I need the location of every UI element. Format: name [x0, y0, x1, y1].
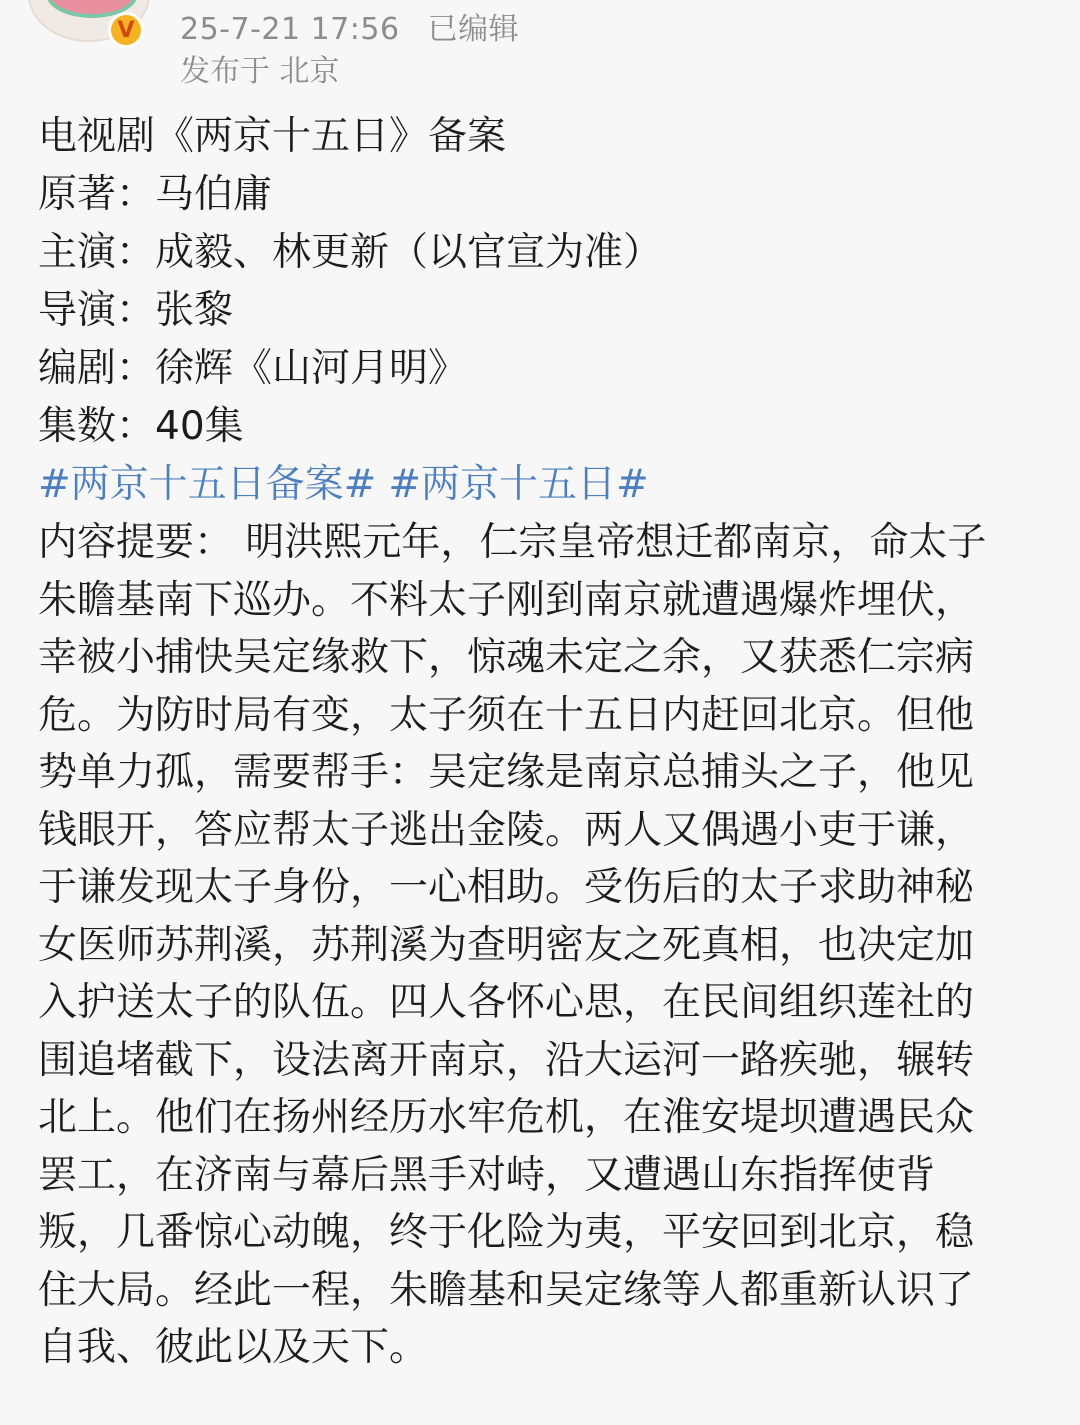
field-label: 导演： — [38, 288, 156, 333]
field-original-author — [38, 166, 1048, 224]
hashtag-link[interactable]: #两京十五日备案# — [38, 462, 377, 507]
post-location: 发布于 北京 — [180, 54, 340, 89]
field-label: 集数： — [38, 404, 156, 449]
field-screenwriter — [38, 340, 1048, 398]
field-cast — [38, 224, 1048, 282]
synopsis-line: 女医师苏荆溪，苏荆溪为查明密友之死真相，也决定加 — [38, 922, 975, 968]
synopsis-line: 入护送太子的队伍。四人各怀心思，在民间组织莲社的 — [38, 980, 975, 1025]
field-value: 马伯庸 — [155, 172, 273, 217]
synopsis-line: 北上。他们在扬州经历水牢危机，在淮安堤坝遭遇民众 — [38, 1095, 975, 1140]
field-value: 成毅、林更新（以官宣为准） — [155, 230, 663, 275]
field-label: 原著： — [38, 172, 156, 217]
hashtag-link[interactable]: #两京十五日# — [388, 462, 649, 507]
post-header — [0, 0, 1080, 100]
field-director — [38, 282, 1048, 340]
field-label: 编剧： — [38, 346, 156, 391]
timestamp-text: 25-7-21 17:56 — [180, 12, 400, 47]
synopsis-line: 幸被小捕快吴定缘救下，惊魂未定之余，又获悉仁宗病 — [38, 635, 975, 680]
synopsis-line: 围追堵截下，设法离开南京，沿大运河一路疾驰，辗转 — [38, 1037, 975, 1083]
post-title: 电视剧《两京十五日》备案 — [38, 114, 507, 159]
synopsis-line: 罢工，在济南与幕后黑手对峙，又遭遇山东指挥使背 — [38, 1152, 936, 1198]
synopsis-line: 钱眼开，答应帮太子逃出金陵。两人又偶遇小吏于谦， — [38, 807, 975, 853]
synopsis-line: 于谦发现太子身份，一心相助。受伤后的太子求助神秘 — [38, 865, 975, 910]
post-body — [38, 108, 1048, 1377]
field-value: 徐辉《山河月明》 — [155, 346, 468, 391]
field-label: 主演： — [38, 230, 156, 275]
field-value: 张黎 — [155, 288, 234, 333]
synopsis-line: 自我、彼此以及天下。 — [38, 1325, 429, 1370]
hashtag-row — [38, 456, 1048, 514]
field-episodes — [38, 398, 1048, 456]
synopsis-paragraph — [38, 514, 1048, 1377]
field-value: 40集 — [155, 404, 244, 449]
synopsis-line: 叛，几番惊心动魄，终于化险为夷，平安回到北京，稳 — [38, 1210, 975, 1255]
edited-label[interactable]: 已编辑 — [427, 12, 520, 47]
synopsis-line: 内容提要： 明洪熙元年，仁宗皇帝想迁都南京，命太子 — [38, 520, 987, 565]
synopsis-line: 危。为防时局有变，太子须在十五日内赶回北京。但他 — [38, 692, 975, 738]
verified-badge-icon: V — [108, 12, 144, 48]
synopsis-line: 住大局。经此一程，朱瞻基和吴定缘等人都重新认识了 — [38, 1267, 975, 1313]
post-timestamp — [180, 4, 519, 48]
synopsis-line: 势单力孤，需要帮手：吴定缘是南京总捕头之子，他见 — [38, 750, 975, 795]
synopsis-line: 朱瞻基南下巡办。不料太子刚到南京就遭遇爆炸埋伏， — [38, 577, 975, 623]
